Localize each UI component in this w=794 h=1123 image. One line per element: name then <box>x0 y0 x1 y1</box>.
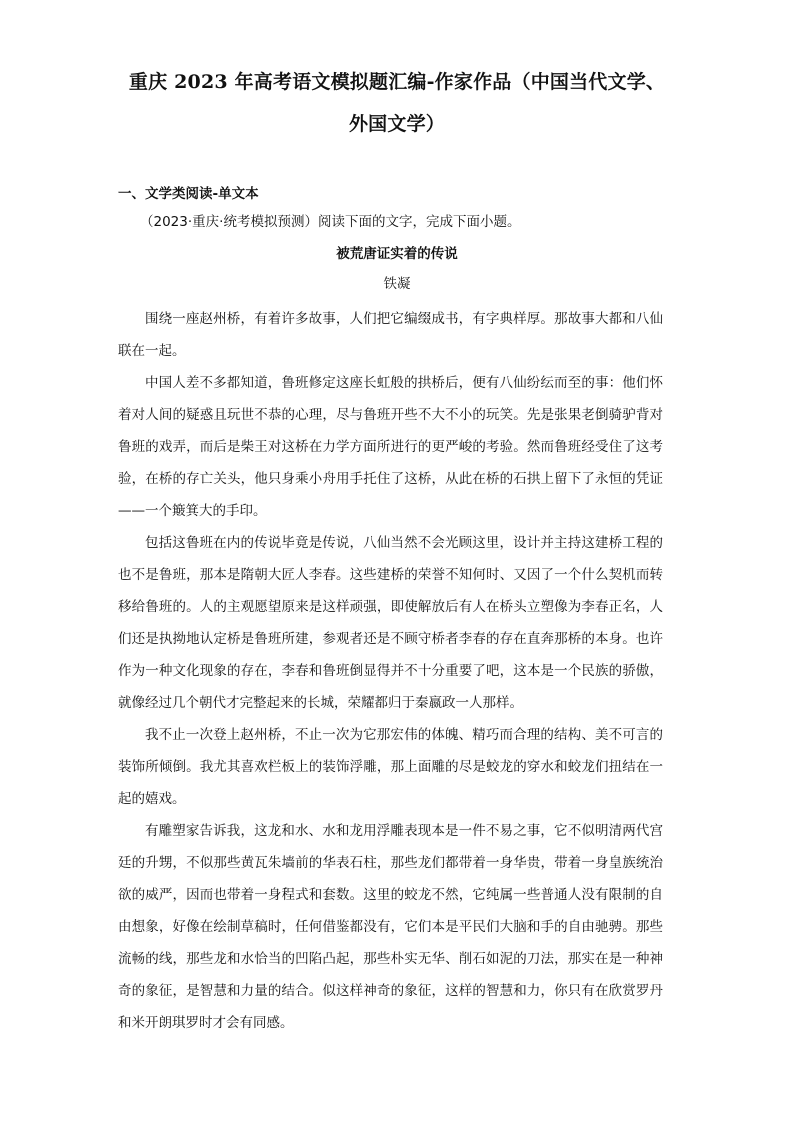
page-title-line-1: 重庆 2023 年高考语文模拟题汇编-作家作品（中国当代文学、 <box>128 71 666 93</box>
article-title: 被荒唐证实着的传说 <box>336 246 458 262</box>
paragraph: 我不止一次登上赵州桥，不止一次为它那宏伟的体魄、精巧而合理的结构、美不可言的装饰所倾倒。我尤其喜欢栏板上的装饰浮雕，那上面雕的尽是蛟龙的穿水和蛟龙们扭结在一起的嬉戏。 <box>118 727 663 807</box>
paragraph: 中国人差不多都知道，鲁班修定这座长虹般的拱桥后，便有八仙纷纭而至的事：他们怀着对人间的疑惑且玩世不恭的心理，尽与鲁班开些不大不小的玩笑。先是张果老倒骑驴背对鲁班的戏弄，而后是柴王对这桥在力学方面所进行的更严峻的考验。然而鲁班经受住了这考验，在桥的存亡关头，他只身乘小舟用手托住了这桥，从此在桥的石拱上留下了永恒的凭证——一个簸箕大的手印。 <box>118 375 663 519</box>
paragraph: 围绕一座赵州桥，有着许多故事，人们把它编缀成书，有字典样厚。那故事大都和八仙联在一起。 <box>118 311 663 359</box>
article-author: 铁凝 <box>383 276 411 292</box>
section-heading: 一、文学类阅读-单文本 <box>118 186 259 202</box>
question-intro: （2023·重庆·统考模拟预测）阅读下面的文字，完成下面小题。 <box>140 214 521 230</box>
article-body <box>118 303 663 1039</box>
paragraph: 包括这鲁班在内的传说毕竟是传说，八仙当然不会光顾这里，设计并主持这建桥工程的也不是鲁班，那本是隋朝大匠人李春。这些建桥的荣誉不知何时、又因了一个什么契机而转移给鲁班的。人的主观愿望原来是这样顽强，即使解放后有人在桥头立塑像为李春正名，人们还是执拗地认定桥是鲁班所建，参观者还是不顾守桥者李春的存在直奔那桥的本身。也许作为一种文化现象的存在，李春和鲁班倒显得并不十分重要了吧，这本是一个民族的骄傲，就像经过几个朝代才完整起来的长城，荣耀都归于秦嬴政一人那样。 <box>118 535 663 711</box>
paragraph: 有雕塑家告诉我，这龙和水、水和龙用浮雕表现本是一件不易之事，它不似明清两代宫廷的升甥，不似那些黄瓦朱墙前的华表石柱，那些龙们都带着一身华贵，带着一身皇族统治欲的威严，因而也带着一身程式和套数。这里的蛟龙不然，它纯属一些普通人没有限制的自由想象，好像在绘制草稿时，任何借鉴都没有，它们本是平民们大脑和手的自由驰骋。那些流畅的线，那些龙和水恰当的凹陷凸起，那些朴实无华、削石如泥的刀法，那实在是一种神奇的象征，是智慧和力量的结合。似这样神奇的象征，这样的智慧和力，你只有在欣赏罗丹和米开朗琪罗时才会有同感。 <box>118 823 663 1031</box>
page-title-line-2: 外国文学） <box>348 113 445 135</box>
